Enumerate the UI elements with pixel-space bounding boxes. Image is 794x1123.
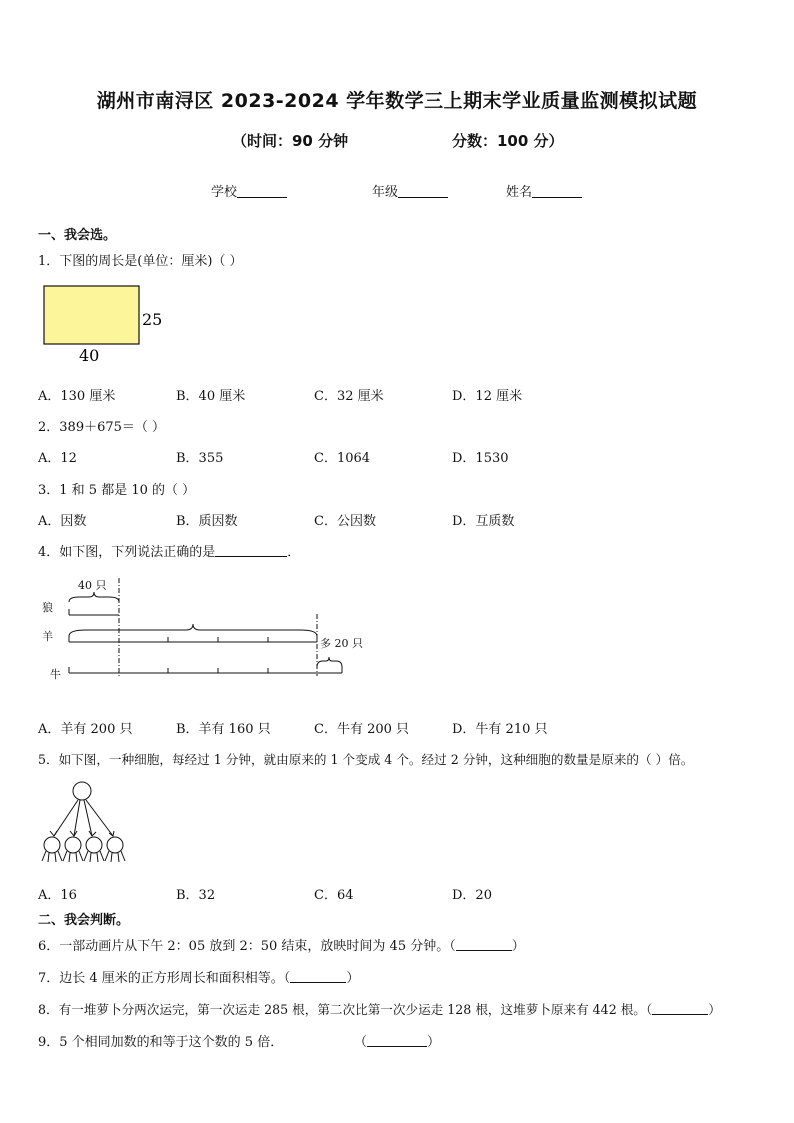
question-7-text: 7．边长 4 厘米的正方形周长和面积相等。（ <box>38 971 291 986</box>
q1-option-c[interactable]: C．32 厘米 <box>314 389 384 404</box>
q2-option-b[interactable]: B．355 <box>176 451 224 466</box>
q2-option-c[interactable]: C．1064 <box>314 451 371 466</box>
section-2-title: 二、我会判断。 <box>38 913 130 928</box>
question-9-paren-open: （ <box>354 1035 368 1050</box>
q3-option-d[interactable]: D．互质数 <box>452 514 515 529</box>
child-cell <box>44 837 60 853</box>
q1-option-a[interactable]: A．130 厘米 <box>38 389 116 404</box>
q3-option-a[interactable]: A．因数 <box>38 514 87 529</box>
question-8-answer-blank[interactable] <box>652 1002 708 1015</box>
cow-label: 牛 <box>50 668 61 681</box>
question-7-answer-blank[interactable] <box>290 970 346 983</box>
question-6 <box>38 935 525 954</box>
child-cell <box>86 837 102 853</box>
grade-blank[interactable] <box>398 184 448 198</box>
question-6-text: 6．一部动画片从下午 2：05 放到 2：50 结束，放映时间为 45 分钟。（ <box>38 939 456 954</box>
wolf-count-label: 40 只 <box>78 579 107 592</box>
sheep-brace <box>69 624 317 636</box>
question-4-stem <box>38 541 300 560</box>
cell-division-figure <box>38 778 134 868</box>
question-4-end: ． <box>287 545 301 560</box>
question-8 <box>38 999 721 1018</box>
question-9-answer <box>354 1031 440 1050</box>
exam-time: （时间：90 分钟 <box>232 132 349 150</box>
name-field[interactable] <box>506 181 582 200</box>
child-cell <box>65 837 81 853</box>
school-label: 学校 <box>211 185 238 200</box>
wolf-label: 狼 <box>42 601 53 614</box>
rectangle-shape <box>44 286 139 344</box>
q1-option-b[interactable]: B．40 厘米 <box>176 389 246 404</box>
question-8-paren-close: ） <box>708 1002 721 1017</box>
question-6-answer-blank[interactable] <box>456 938 512 951</box>
rect-width-label: 40 <box>79 346 100 365</box>
q5-option-c[interactable]: C．64 <box>314 888 354 903</box>
question-8-text: 8．有一堆萝卜分两次运完，第一次运走 285 根，第二次比第一次少运走 128 根，这堆萝卜原来有 442 根。（ <box>38 1002 653 1017</box>
grade-label: 年级 <box>372 185 399 200</box>
question-9-answer-blank[interactable] <box>367 1034 427 1047</box>
question-9-text: 9．5 个相同加数的和等于这个数的 5 倍． <box>38 1035 284 1050</box>
q2-option-d[interactable]: D．1530 <box>452 451 509 466</box>
q5-option-b[interactable]: B．32 <box>176 888 216 903</box>
q4-option-c[interactable]: C．牛有 200 只 <box>314 722 410 737</box>
q5-option-d[interactable]: D．20 <box>452 888 492 903</box>
question-4-text: 4．如下图，下列说法正确的是 <box>38 545 216 560</box>
question-7-paren-close: ） <box>346 971 360 986</box>
page-title: 湖州市南浔区 2023-2024 学年数学三上期末学业质量监测模拟试题 <box>96 90 698 112</box>
question-4-figure <box>36 574 376 686</box>
q4-option-a[interactable]: A．羊有 200 只 <box>38 722 133 737</box>
question-4-answer-blank[interactable] <box>215 544 287 557</box>
more-brace <box>317 657 342 667</box>
school-field[interactable] <box>211 181 287 200</box>
name-blank[interactable] <box>532 184 582 198</box>
exam-score: 分数：100 分） <box>452 132 564 150</box>
rect-height-label: 25 <box>142 310 163 329</box>
parent-cell <box>73 782 91 800</box>
question-1-text: 1．下图的周长是(单位：厘米)（ ） <box>38 254 243 269</box>
question-9-paren-close: ） <box>427 1035 441 1050</box>
question-6-paren-close: ） <box>511 939 525 954</box>
q4-option-b[interactable]: B．羊有 160 只 <box>176 722 271 737</box>
q3-option-c[interactable]: C．公因数 <box>314 514 376 529</box>
school-blank[interactable] <box>237 184 287 198</box>
q2-option-a[interactable]: A．12 <box>38 451 77 466</box>
more-count-label: 多 20 只 <box>320 637 363 650</box>
wolf-brace <box>69 592 119 602</box>
section-1-title: 一、我会选。 <box>38 228 117 243</box>
question-2-text: 2．389＋675＝（ ） <box>38 420 166 435</box>
child-cell <box>107 837 123 853</box>
sheep-label: 羊 <box>42 630 53 643</box>
grade-field[interactable] <box>372 181 448 200</box>
q4-option-d[interactable]: D．牛有 210 只 <box>452 722 548 737</box>
q3-option-b[interactable]: B．质因数 <box>176 514 238 529</box>
question-1-figure <box>40 284 170 366</box>
question-5-text: 5．如下图，一种细胞，每经过 1 分钟，就由原来的 1 个变成 4 个。经过 2 分钟，这种细胞的数量是原来的（ ）倍。 <box>38 752 694 767</box>
question-7 <box>38 967 359 986</box>
name-label: 姓名 <box>506 185 533 200</box>
q1-option-d[interactable]: D．12 厘米 <box>452 389 523 404</box>
question-3-text: 3．1 和 5 都是 10 的（ ） <box>38 483 196 498</box>
q5-option-a[interactable]: A．16 <box>38 888 77 903</box>
